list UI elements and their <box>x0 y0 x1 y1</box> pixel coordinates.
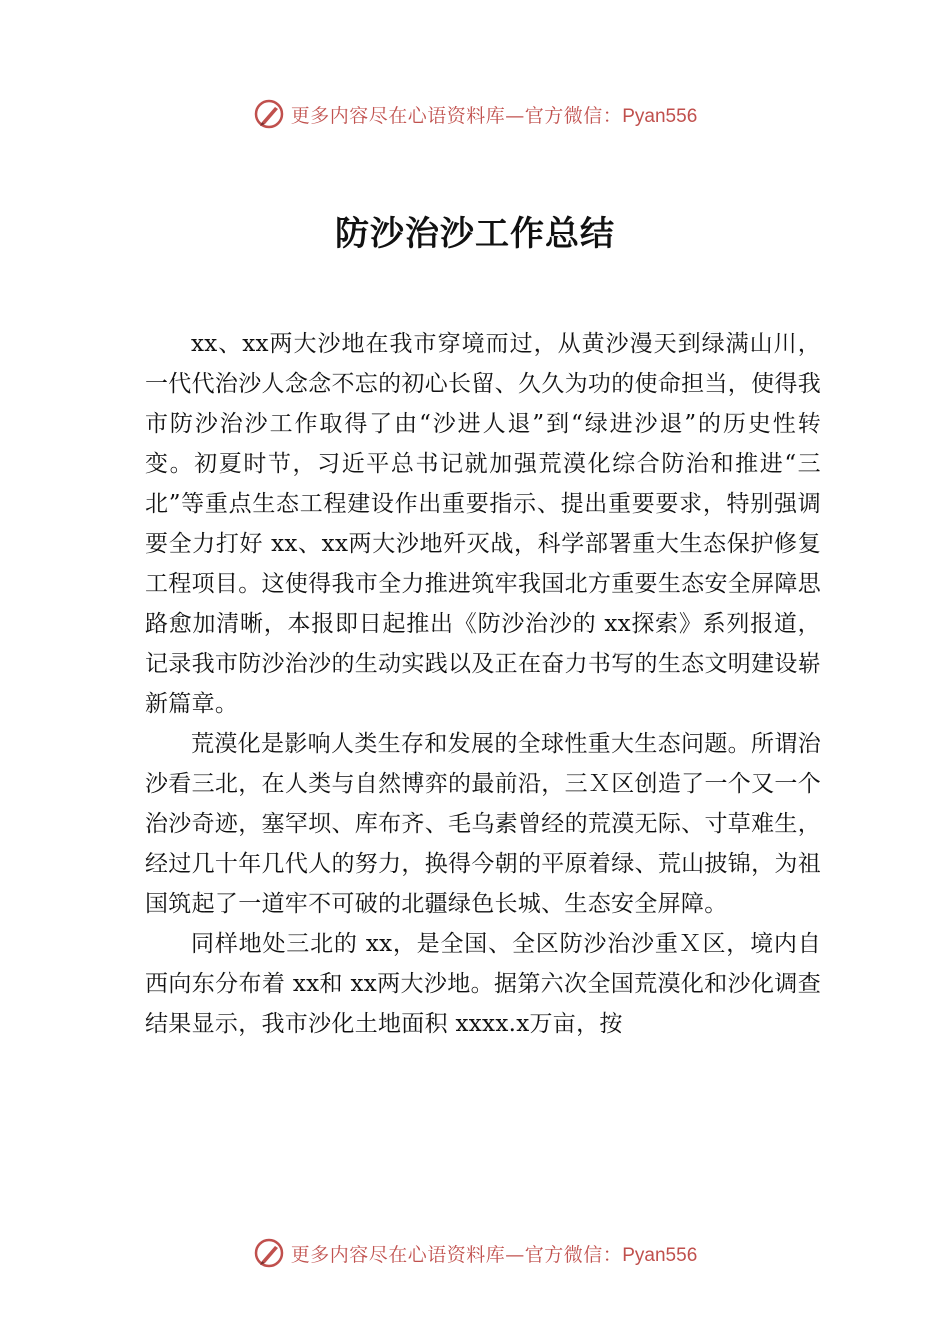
paragraph: 同样地处三北的 xx，是全国、全区防沙治沙重Ｘ区，境内自西向东分布着 xx和 xx两大沙地。据第六次全国荒漠化和沙化调查结果显示，我市沙化土地面积 xxxx.x万亩，按 <box>145 931 821 1037</box>
pen-logo-icon <box>253 1237 285 1269</box>
watermark-text: 更多内容尽在心语资料库—官方微信：Pyan556 <box>290 104 698 127</box>
paragraph: xx、xx两大沙地在我市穿境而过，从黄沙漫天到绿满山川，一代代治沙人念念不忘的初心长留、久久为功的使命担当，使得我市防沙治沙工作取得了由“沙进人退”到“绿进沙退”的历史性转变。初夏时节，习近平总书记就加强荒漠化综合防治和推进“三北”等重点生态工程建设作出重要指示、提出重要要求，特别强调要全力打好 xx、xx两大沙地歼灭战，科学部署重大生态保护修复工程项目。这使得我市全力推进筑牢我国北方重要生态安全屏障思路愈加清晰，本报即日起推出《防沙治沙的 xx探索》系列报道，记录我市防沙治沙的生动实践以及正在奋力书写的生态文明建设崭新篇章。 <box>145 331 821 717</box>
document-body <box>145 324 821 1044</box>
paragraph: 荒漠化是影响人类生存和发展的全球性重大生态问题。所谓治沙看三北，在人类与自然博弈的最前沿，三Ｘ区创造了一个又一个治沙奇迹，塞罕坝、库布齐、毛乌素曾经的荒漠无际、寸草难生，经过几十年几代人的努力，换得今朝的平原着绿、荒山披锦，为祖国筑起了一道牢不可破的北疆绿色长城、生态安全屏障。 <box>145 731 821 917</box>
document-title: 防沙治沙工作总结 <box>335 214 615 254</box>
footer-watermark <box>0 1235 950 1271</box>
watermark-text: 更多内容尽在心语资料库—官方微信：Pyan556 <box>290 1243 698 1266</box>
header-watermark <box>0 96 950 132</box>
pen-logo-icon <box>253 98 285 130</box>
